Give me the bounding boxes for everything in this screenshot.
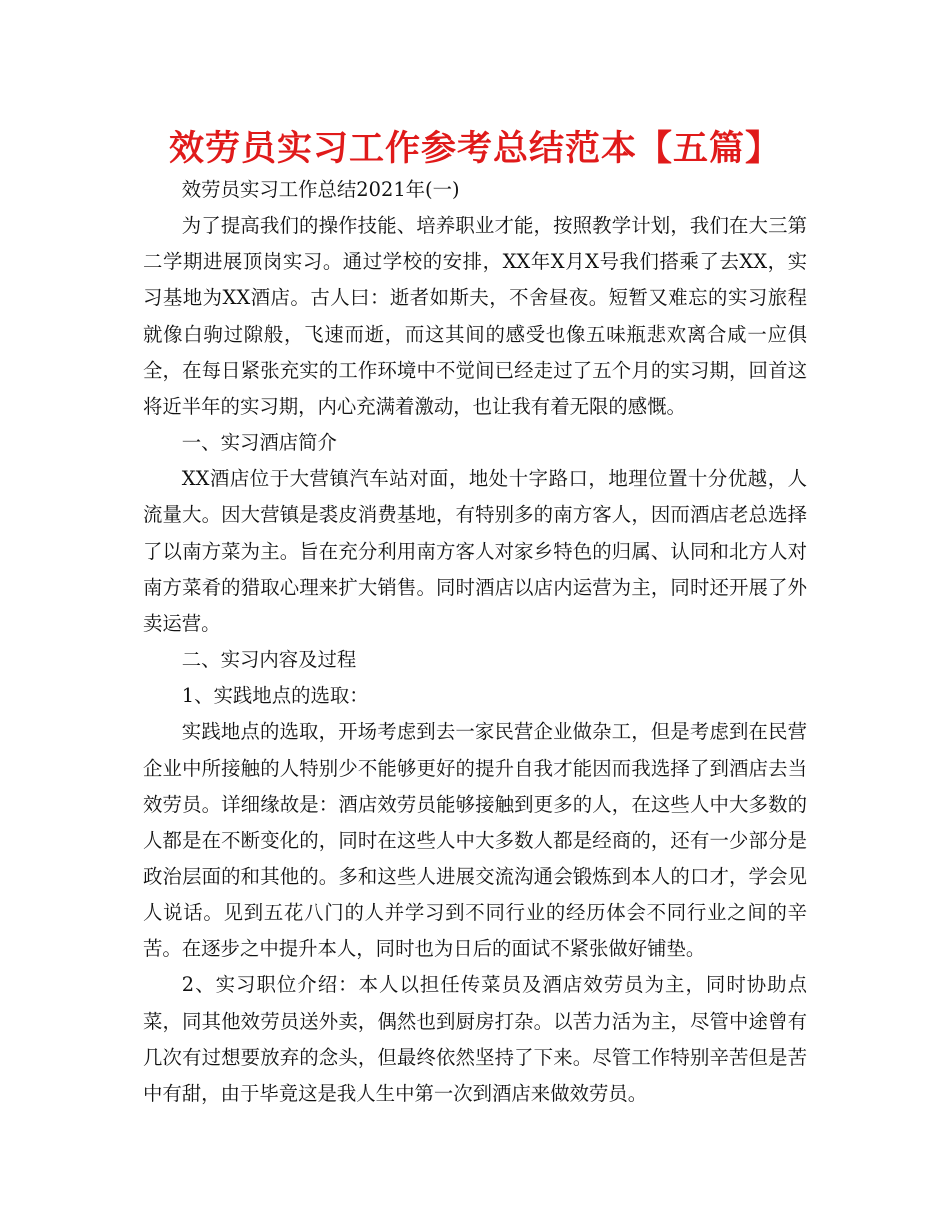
paragraph-position: 2、实习职位介绍：本人以担任传菜员及酒店效劳员为主，同时协助点菜，同其他效劳员送外卖，偶然也到厨房打杂。以苦力活为主，尽管中途曾有几次有过想要放弃的念头，但最终依然坚持了下来。尽管工作特别辛苦但是苦中有甜，由于毕竟这是我人生中第一次到酒店来做效劳员。 (143, 973, 807, 1105)
heading-content-process: 二、实习内容及过程 (181, 648, 357, 672)
paragraph-location: 实践地点的选取，开场考虑到去一家民营企业做杂工，但是考虑到在民营企业中所接触的人特别少不能够更好的提升自我才能因而我选择了到酒店去当效劳员。详细缘故是：酒店效劳员能够接触到更多的人，在这些人中大多数的人都是在不断变化的，同时在这些人中大多数人都是经商的，还有一少部分是政治层面的和其他的。多和这些人进展交流沟通会锻炼到本人的口才，学会见人说话。见到五花八门的人并学习到不同行业的经历体会不同行业之间的辛苦。在逐步之中提升本人，同时也为日后的面试不紧张做好铺垫。 (143, 720, 807, 961)
document-title: 效劳员实习工作参考总结范本【五篇】 (168, 129, 781, 169)
document-body (143, 172, 807, 1112)
paragraph-intro: 为了提高我们的操作技能、培养职业才能，按照教学计划，我们在大三第二学期进展顶岗实习。通过学校的安排，XX年X月X号我们搭乘了去XX，实习基地为XX酒店。古人曰：逝者如斯夫，不舍昼夜。短暂又难忘的实习旅程就像白驹过隙般，飞速而逝，而这其间的感受也像五味瓶悲欢离合咸一应俱全，在每日紧张充实的工作环境中不觉间已经走过了五个月的实习期，回首这将近半年的实习期，内心充满着激动，也让我有着无限的感慨。 (143, 214, 807, 418)
subheading-location: 1、实践地点的选取： (181, 684, 369, 708)
paragraph-hotel: XX酒店位于大营镇汽车站对面，地处十字路口，地理位置十分优越，人流量大。因大营镇是裘皮消费基地，有特别多的南方客人，因而酒店老总选择了以南方菜为主。旨在充分利用南方客人对家乡特色的归属、认同和北方人对南方菜肴的猎取心理来扩大销售。同时酒店以店内运营为主，同时还开展了外卖运营。 (143, 467, 807, 635)
section-subtitle: 效劳员实习工作总结2021年(一) (181, 178, 460, 201)
heading-hotel-intro: 一、实习酒店简介 (181, 431, 337, 455)
